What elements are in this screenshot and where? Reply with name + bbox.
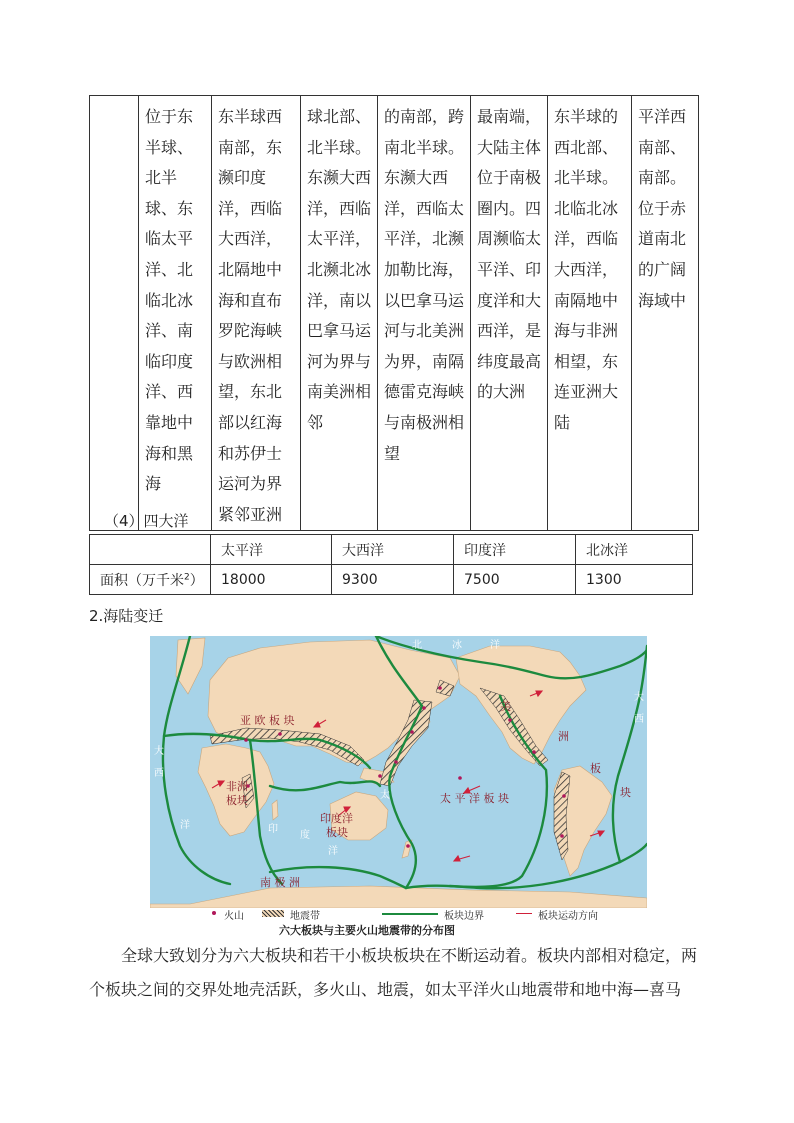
volcano-marker xyxy=(410,730,414,734)
boundary-legend-icon xyxy=(382,913,438,915)
table-header xyxy=(90,535,211,565)
legend-plate-boundary: 板块边界 xyxy=(444,911,484,922)
plate-map-svg xyxy=(150,636,647,908)
table-cell-north-america: 球北部、北半球。东濒大西洋，西临太平洋，北濒北冰洋，南以巴拿马运河为界与南美洲相邻 xyxy=(301,96,378,531)
volcano-marker xyxy=(278,732,282,736)
label-ocean-tai: 太 xyxy=(380,790,390,801)
table-header: 太平洋 xyxy=(211,535,332,565)
volcano-marker xyxy=(562,794,566,798)
label-indian-plate-1: 印度洋 xyxy=(320,812,353,825)
legend-volcano: 火山 xyxy=(224,911,244,922)
label-antarctic-plate: 南 极 洲 xyxy=(260,876,300,889)
label-american-plate-4: 块 xyxy=(620,786,631,799)
madagascar-shape xyxy=(272,800,278,820)
label-pacific-plate: 太 平 洋 板 块 xyxy=(440,792,509,805)
label-ocean-bing: 冰 xyxy=(452,640,462,651)
legend-plate-motion: 板块运动方向 xyxy=(538,911,598,922)
label-american-plate-1: 美 xyxy=(500,700,511,713)
table-cell-south-america: 的南部，跨南北半球。东濒大西洋，西临太平洋，北濒加勒比海，以巴拿马运河与北美洲为界，南隔德雷克海峡与南极洲相望 xyxy=(378,96,471,531)
label-ocean-xi2: 西 xyxy=(634,714,644,725)
label-african-plate-2: 板块 xyxy=(226,794,248,807)
volcano-marker xyxy=(394,760,398,764)
label-ocean-da2: 大 xyxy=(634,692,644,703)
table-cell-europe: 东半球的西北部、北半球。北临北冰洋，西临大西洋，南隔地中海与非洲相望，东连亚洲大陆 xyxy=(548,96,632,531)
oceans-heading: （4）四大洋 xyxy=(104,512,189,530)
table-cell-oceania: 平洋西南部、南部。位于赤道南北的广阔海域中 xyxy=(632,96,699,531)
volcano-legend-icon xyxy=(212,911,216,915)
label-ocean-yang3: 洋 xyxy=(490,640,500,651)
area-row-label: 面积（万千米$^2$） xyxy=(90,565,211,595)
volcano-marker xyxy=(508,718,512,722)
oceans-table xyxy=(89,534,693,595)
table-cell-asia: 位于东半球、北半球、东临太平洋、北临北冰洋、南临印度洋、西靠地中海和黑海 xyxy=(139,96,212,531)
map-caption: 六大板块与主要火山地震带的分布图 xyxy=(279,924,455,937)
continents-table xyxy=(89,95,699,531)
volcano-marker xyxy=(438,686,442,690)
arrow-legend-icon xyxy=(516,913,532,914)
table-cell-blank xyxy=(90,96,139,531)
volcano-marker xyxy=(422,706,426,710)
table-row xyxy=(90,96,699,531)
table-cell-antarctica: 最南端，大陆主体位于南极圈内。四周濒临太平洋、印度洋和大西洋，是纬度最高的大洲 xyxy=(471,96,548,531)
table-cell: 18000 xyxy=(211,565,332,595)
legend-seismic-belt: 地震带 xyxy=(290,911,320,922)
label-ocean-du: 度 xyxy=(300,830,310,841)
map-legend xyxy=(210,907,650,921)
table-cell: 1300 xyxy=(576,565,693,595)
label-ocean-yang: 洋 xyxy=(180,820,190,831)
section-heading: 2.海陆变迁 xyxy=(89,607,164,625)
label-eurasian-plate: 亚 欧 板 块 xyxy=(240,714,295,727)
table-cell: 7500 xyxy=(454,565,576,595)
table-header: 大西洋 xyxy=(332,535,454,565)
table-row xyxy=(90,565,693,595)
label-ocean-xi: 西 xyxy=(154,768,164,779)
label-african-plate-1: 非洲 xyxy=(226,780,248,793)
table-row xyxy=(90,535,693,565)
paragraph-line-2: 个板块之间的交界处地壳活跃，多火山、地震，如太平洋火山地震带和地中海—喜马 xyxy=(89,980,682,999)
label-american-plate-3: 板 xyxy=(590,762,601,775)
paragraph-line-1: 全球大致划分为六大板块和若干小板块板块在不断运动着。板块内部相对稳定，两 xyxy=(121,946,698,965)
plate-map xyxy=(150,636,647,908)
label-ocean-da: 大 xyxy=(154,746,164,757)
volcano-marker xyxy=(244,738,248,742)
label-ocean-bei: 北 xyxy=(412,640,422,651)
seismic-legend-icon xyxy=(262,910,284,917)
table-cell: 9300 xyxy=(332,565,454,595)
table-header: 印度洋 xyxy=(454,535,576,565)
label-ocean-yang2: 洋 xyxy=(328,846,338,857)
label-indian-plate-2: 板块 xyxy=(326,826,348,839)
volcano-marker xyxy=(532,750,536,754)
table-header: 北冰洋 xyxy=(576,535,693,565)
volcano-marker xyxy=(458,776,462,780)
volcano-marker xyxy=(378,774,382,778)
volcano-marker xyxy=(560,834,564,838)
label-ocean-yin: 印 xyxy=(268,824,278,835)
label-american-plate-2: 洲 xyxy=(558,730,569,743)
table-cell-africa: 东半球西南部，东濒印度洋，西临大西洋，北隔地中海和直布罗陀海峡与欧洲相望，东北部以红海和苏伊士运河为界紧邻亚洲 xyxy=(212,96,301,531)
volcano-marker xyxy=(406,844,410,848)
